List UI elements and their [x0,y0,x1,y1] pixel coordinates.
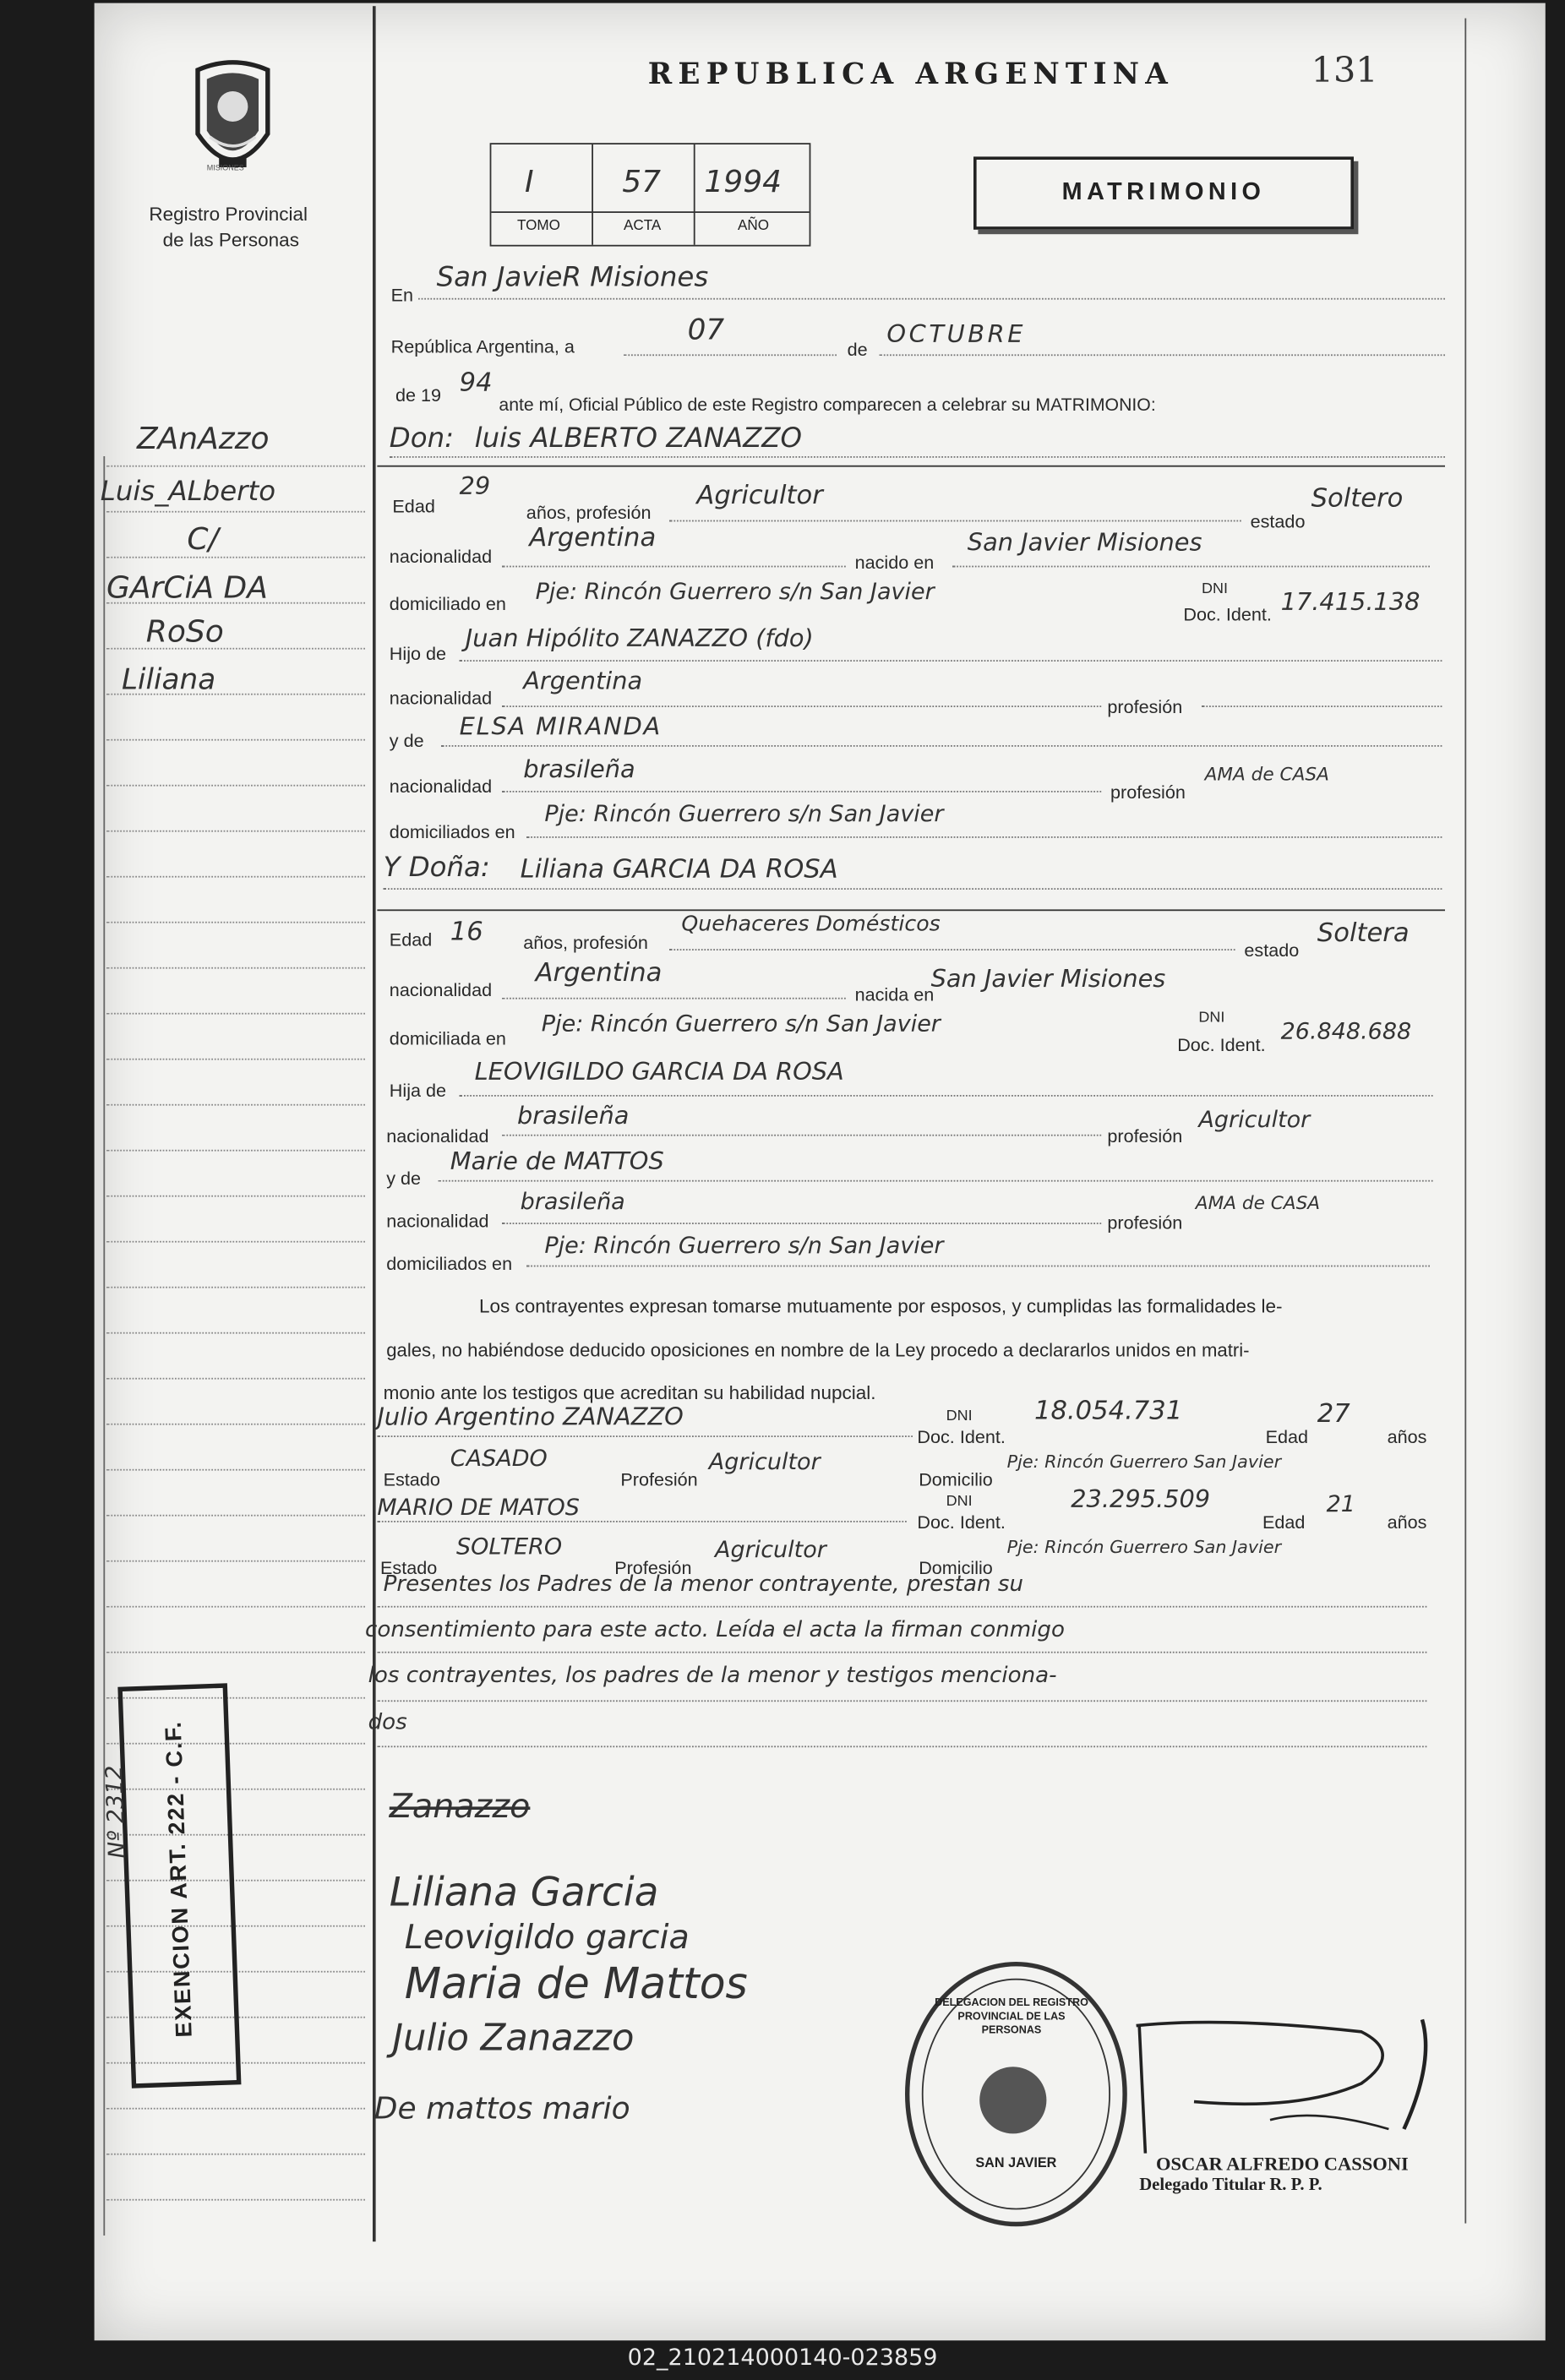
fill-line [460,660,1442,662]
witness-profession: Agricultor [715,1536,826,1564]
edad-label: Edad [392,495,435,517]
officer-name: OSCAR ALFREDO CASSONI [1156,2153,1409,2175]
year-prefix-label: de 19 [395,384,442,406]
fill-line [390,456,1445,458]
parents-dom-label: domiciliados en [386,1253,513,1275]
margin-rule-line [106,2199,365,2201]
groom-mother-nationality: brasileña [523,754,635,783]
witness-dom-label: Domicilio [919,1468,993,1490]
declaration-line: Los contrayentes expresan tomarse mutuamente por esposos, y cumplidas las formalidades le- [479,1295,1283,1317]
mother-ye-label: y de [389,730,424,752]
page-number: 131 [1311,52,1378,91]
nacida-label: nacida en [854,983,935,1005]
acta-label: ACTA [624,217,662,235]
fill-line [624,354,837,356]
anos-profesion-label: años, profesión [523,932,648,954]
margin-rule-line [106,922,365,923]
registry-seal [905,1962,1127,2226]
margin-rule-line [106,1013,365,1015]
witness-dni: 18.054.731 [1034,1396,1183,1427]
bride-father-nationality: brasileña [517,1101,630,1130]
fill-line [377,1435,913,1437]
bride-mother: Marie de MATTOS [450,1146,664,1176]
groom-nationality: Argentina [529,523,657,554]
margin-rule-line [106,1104,365,1106]
father-prof-label: profesión [1107,1125,1183,1147]
dona-label: Y Doña: [383,852,490,884]
fill-line [502,791,1101,792]
groom-profession: Agricultor [696,480,823,511]
fill-line [502,1223,1101,1224]
groom-father-nationality: Argentina [523,666,643,695]
section-divider [377,466,1445,467]
anos-profesion-label: años, profesión [526,502,652,524]
margin-rule-line [106,1560,365,1562]
act-type-box [973,156,1354,229]
signature-bride-father: Leovigildo garcia [404,1919,690,1958]
signature-bride: Liliana Garcia [389,1871,659,1916]
margin-rule-line [106,1606,365,1608]
witness-dni: 23.295.509 [1071,1484,1211,1513]
bride-nationality: Argentina [535,958,663,988]
fill-line [526,1266,1430,1267]
bride-birthplace: San Javier Misiones [930,964,1166,994]
mother-prof-label: profesión [1110,782,1186,803]
witness-anos-label: años [1387,1511,1427,1533]
witness-dni-label: DNI [946,1493,973,1511]
margin-rule-line [106,1378,365,1380]
domiciliada-label: domiciliada en [389,1027,506,1049]
witness-dni-label: DNI [946,1408,973,1425]
margin-rule-line [106,831,365,832]
declaration-line: monio ante los testigos que acreditan su habilidad nupcial. [383,1382,876,1404]
officer-title: Delegado Titular R. P. P. [1139,2176,1322,2195]
margin-rule-line [106,967,365,969]
bride-dni: 26.848.688 [1280,1017,1412,1045]
estado-label: estado [1250,510,1306,532]
month-de-label: de [847,339,868,361]
fill-line [669,520,1241,522]
don-label: Don: [389,422,455,455]
witness-civil-status: SOLTERO [456,1533,563,1560]
bride-father-profession: Agricultor [1198,1105,1311,1133]
margin-rule-line [106,511,365,513]
country-heading: REPUBLICA ARGENTINA [647,57,1174,91]
margin-rule-line [106,785,365,787]
fill-line [879,354,1445,356]
acta-value: 57 [622,162,662,199]
witness-name: MARIO DE MATOS [377,1493,580,1521]
republica-label: República Argentina, a [390,335,575,357]
registry-name-line1: Registro Provincial [149,204,308,226]
edad-label: Edad [389,929,433,950]
groom-mother-profession: AMA de CASA [1204,763,1329,785]
crest-text: MISIONES [206,164,244,174]
witness-age: 27 [1317,1399,1350,1430]
doc-ident-label: Doc. Ident. [1177,1034,1266,1056]
mother-nat-label: nacionalidad [389,776,493,798]
margin-rule-line [106,2154,365,2155]
margin-rule-line [106,557,365,558]
margin-rule-line [106,1241,365,1243]
fill-line [669,949,1235,950]
exemption-stamp-text: EXENCION ART. 222 - C.F. [161,1719,198,2038]
margin-rule-line [106,1469,365,1471]
witness-profession: Agricultor [708,1447,821,1475]
doc-ident-label: Doc. Ident. [1183,603,1272,625]
fill-line [441,745,1442,747]
margin-left-rule [103,456,105,2236]
signature-bride-mother: Maria de Mattos [404,1958,748,2009]
place-value: San JavieR Misiones [436,261,709,294]
notes-line: consentimiento para este acto. Leída el acta la firman conmigo [365,1618,1065,1642]
exemption-stamp-number: Nº 2312 [100,1764,131,1860]
hija-label: Hija de [389,1080,447,1102]
month-value: OCTUBRE [886,319,1027,349]
nacionalidad-label: nacionalidad [389,546,493,568]
groom-age: 29 [459,471,491,501]
margin-note-line: RoSo [145,613,224,650]
margin-rule-line [106,876,365,878]
fill-line [502,1135,1101,1136]
fill-line [952,566,1430,568]
bride-address: Pje: Rincón Guerrero s/n San Javier [541,1010,941,1038]
bride-civil-status: Soltera [1317,918,1410,950]
bride-father: LEOVIGILDO GARCIA DA ROSA [474,1057,844,1087]
witness-name: Julio Argentino ZANAZZO [377,1402,684,1431]
witness-doc-label: Doc. Ident. [917,1511,1006,1533]
groom-name: luis ALBERTO ZANAZZO [474,422,802,455]
groom-mother: ELSA MIRANDA [459,711,663,741]
mother-nat-label: nacionalidad [386,1210,489,1232]
margin-rule-line [106,2108,365,2110]
margin-rule-line [106,1059,365,1060]
declaration-line: gales, no habiéndose deducido oposiciones en nombre de la Ley procedo a declararlos unidos en matri- [386,1339,1250,1361]
margin-rule-line [106,1515,365,1517]
mother-prof-label: profesión [1107,1212,1183,1234]
witness-edad-label: Edad [1265,1426,1309,1448]
witness-address: Pje: Rincón Guerrero San Javier [1006,1451,1282,1473]
seal-text: DELEGACION DEL REGISTRO PROVINCIAL DE LAS PERSONAS [935,1998,1088,2037]
officer-signature-icon [1133,2017,1437,2154]
bride-mother-profession: AMA de CASA [1195,1192,1321,1214]
day-value: 07 [687,313,725,347]
margin-note-line: ZAnAzzo [137,419,270,456]
fill-line [526,836,1442,838]
witness-civil-status: CASADO [450,1445,548,1473]
notes-line: los contrayentes, los padres de la menor y testigos menciona- [368,1664,1057,1688]
seal-city: SAN JAVIER [975,2154,1057,2170]
right-border [1464,19,1466,2224]
tomo-value: I [525,162,534,199]
section-divider [377,909,1445,911]
registry-name-line2: de las Personas [162,229,299,251]
notes-line: dos [368,1711,407,1735]
bride-age: 16 [450,917,483,948]
margin-divider [373,6,376,2241]
bride-parents-address: Pje: Rincón Guerrero s/n San Javier [544,1232,944,1260]
father-prof-label: profesión [1107,696,1183,718]
groom-civil-status: Soltero [1311,483,1404,515]
groom-father: Juan Hipólito ZANAZZO (fdo) [465,624,814,653]
witness-dom-label: Domicilio [919,1557,993,1579]
witness-estado-label: Estado [383,1468,440,1490]
nacionalidad-label: nacionalidad [389,979,493,1001]
bride-mother-nationality: brasileña [520,1187,625,1216]
witness-estado-label: Estado [380,1557,438,1579]
father-nat-label: nacionalidad [389,687,493,709]
witness-edad-label: Edad [1262,1511,1306,1533]
margin-note-line: Liliana [122,662,216,697]
act-type-label: MATRIMONIO [1061,179,1266,205]
fill-line [502,566,846,568]
fill-line [377,1521,906,1522]
en-label: En [390,284,414,306]
parents-dom-label: domiciliados en [389,821,515,843]
dni-label: DNI [1202,580,1229,598]
margin-rule-line [106,1195,365,1197]
margin-rule-line [106,1150,365,1152]
year-value: 94 [459,368,493,399]
witness-doc-label: Doc. Ident. [917,1426,1006,1448]
act-reference-box [490,143,811,246]
domiciliado-label: domiciliado en [389,593,506,615]
fill-line [1202,705,1442,707]
father-nat-label: nacionalidad [386,1125,489,1147]
exemption-stamp [100,1683,241,2088]
signature-groom: Zanazzo [389,1788,531,1827]
witness-address: Pje: Rincón Guerrero San Javier [1006,1536,1282,1558]
margin-rule-line [106,466,365,467]
tomo-label: TOMO [517,217,560,235]
margin-note-line: Luis_ALberto [100,476,276,509]
ante-text: ante mí, Oficial Público de este Registro comparecen a celebrar su MATRIMONIO: [499,394,1156,416]
estado-label: estado [1244,939,1300,961]
witness-age: 21 [1326,1490,1355,1518]
fill-line [460,1095,1433,1097]
bride-profession: Quehaceres Domésticos [681,912,941,937]
fill-line [377,1746,1426,1747]
groom-birthplace: San Javier Misiones [967,527,1202,557]
scan-file-caption: 02_210214000140-023859 [627,2343,938,2372]
witness-anos-label: años [1387,1426,1427,1448]
margin-rule-line [106,1332,365,1334]
fill-line [418,298,1445,300]
groom-parents-address: Pje: Rincón Guerrero s/n San Javier [544,799,944,828]
margin-rule-line [106,1424,365,1425]
nacido-label: nacido en [854,552,935,574]
fill-line [438,1180,1432,1182]
bride-name: Liliana GARCIA DA ROSA [520,854,838,885]
mother-ye-label: y de [386,1168,422,1190]
fill-line [502,998,846,999]
margin-rule-line [106,739,365,741]
groom-dni: 17.415.138 [1280,586,1420,616]
margin-rule-line [106,1652,365,1653]
witness-prof-label: Profesión [614,1557,692,1579]
fill-line [377,1700,1426,1702]
fill-line [384,888,1442,890]
ano-label: AÑO [738,217,770,235]
hijo-label: Hijo de [389,643,447,665]
ano-value: 1994 [704,162,782,199]
fill-line [377,1606,1426,1608]
fill-line [502,705,1101,707]
witness-prof-label: Profesión [620,1468,698,1490]
notes-line: Presentes los Padres de la menor contrayente, prestan su [383,1572,1024,1597]
dni-label: DNI [1198,1010,1225,1027]
margin-rule-line [106,1287,365,1288]
fill-line [377,1652,1426,1653]
signature-witness-1: Julio Zanazzo [392,2016,635,2060]
groom-address: Pje: Rincón Guerrero s/n San Javier [535,578,935,606]
margin-note-line: GArCiA DA [106,569,268,606]
signature-witness-2: De mattos mario [374,2089,630,2127]
margin-note-line: C/ [187,520,219,557]
